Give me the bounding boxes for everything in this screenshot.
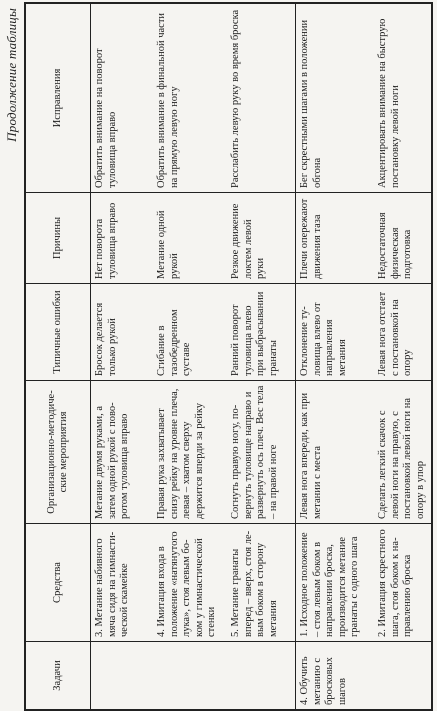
- means-item: 5. Метание гранаты вперед – вверх, стоя левым боком в сторону метания: [230, 530, 279, 637]
- means-item: 3. Метание набивного мяча сидя на гимнастической скамейке: [94, 531, 130, 637]
- cause-item: Плечи опережают движения таза: [299, 198, 323, 279]
- error-item: Ранний поворот туловища влево при выбрасывании гранаты: [230, 291, 279, 376]
- org-cell: [296, 381, 432, 524]
- fix-item: Обратить внимание в финальной части на прямую левую ногу: [156, 12, 180, 188]
- cause-cell: [91, 193, 296, 284]
- org-item: Левая нога впереди, как при метании с места: [299, 392, 323, 519]
- cause-item: Нет поворота туловища вправо: [94, 202, 118, 279]
- org-item: Метание двумя руками, а затем одной рукой с поворотом туловища вправо: [94, 402, 130, 519]
- org-item: Сделать легкий скачок с левой ноги на правую, с постановкой левой ноги на опору в упор: [377, 397, 426, 519]
- means-item: 2. Имитация скрестного шага, стоя боком к направлению броска: [377, 529, 413, 637]
- cause-item: Недостаточная физическая подготовка: [377, 212, 413, 279]
- methods-table: [25, 3, 432, 710]
- means-cell: [296, 524, 432, 642]
- error-item: Бросок делается только рукой: [94, 302, 118, 376]
- means-item: 1. Исходное положение – стоя левым боком в направлении броска, производится метание гранаты с одного шага: [299, 532, 360, 637]
- fix-item: Бег скрестными шагами в положении обгона: [299, 19, 323, 188]
- table-row: [296, 4, 432, 710]
- cause-item: Метание одной рукой: [156, 210, 180, 279]
- col-header-tasks: Задачи: [26, 642, 91, 710]
- header-row: [26, 4, 91, 710]
- error-item: Сгибание в тазобедренном суставе: [156, 309, 192, 376]
- means-item: 4. Имитация входа в положение «натянутого лука», стоя левым боком у гимнастической стенки: [156, 531, 217, 637]
- col-header-typical-errors: Типичные ошибки: [26, 284, 91, 381]
- col-header-means: Средства: [26, 524, 91, 642]
- task-cell: 4. Обучить метанию с бросковых шагов: [296, 642, 432, 710]
- cause-item: Резкое движение локтем левой руки: [230, 203, 266, 279]
- fix-item: Акцентировать внимание на быструю постановку левой ноги: [377, 18, 401, 188]
- org-item: Согнуть правую ногу, повернуть туловище направо и развернуть ось плеч. Вес тела – на правой ноге: [230, 385, 279, 519]
- table-row: [91, 4, 296, 710]
- error-item: Левая нога отстает с постановкой на опору: [377, 291, 413, 376]
- fix-item: Расслабить левую руку во время броска: [230, 9, 241, 188]
- continuation-note: Продолжение таблицы: [4, 8, 19, 142]
- org-item: Правая рука захватывает снизу рейку на уровне плеча, левая – хватом сверху держится вперди за рейку: [156, 388, 205, 519]
- error-cell: [91, 284, 296, 381]
- table-frame: [24, 2, 433, 711]
- col-header-org-measures: Организационно-методические мероприятия: [26, 381, 91, 524]
- error-item: Отклонение туловища влево от направления метания: [299, 302, 348, 376]
- error-cell: [296, 284, 432, 381]
- col-header-corrections: Исправления: [26, 4, 91, 193]
- org-cell: [91, 381, 296, 524]
- task-cell: [91, 642, 296, 710]
- col-header-causes: Причины: [26, 193, 91, 284]
- fix-cell: [91, 4, 296, 193]
- fix-item: Обратить внимание на поворот туловища вправо: [94, 48, 118, 188]
- fix-cell: [296, 4, 432, 193]
- means-cell: [91, 524, 296, 642]
- cause-cell: [296, 193, 432, 284]
